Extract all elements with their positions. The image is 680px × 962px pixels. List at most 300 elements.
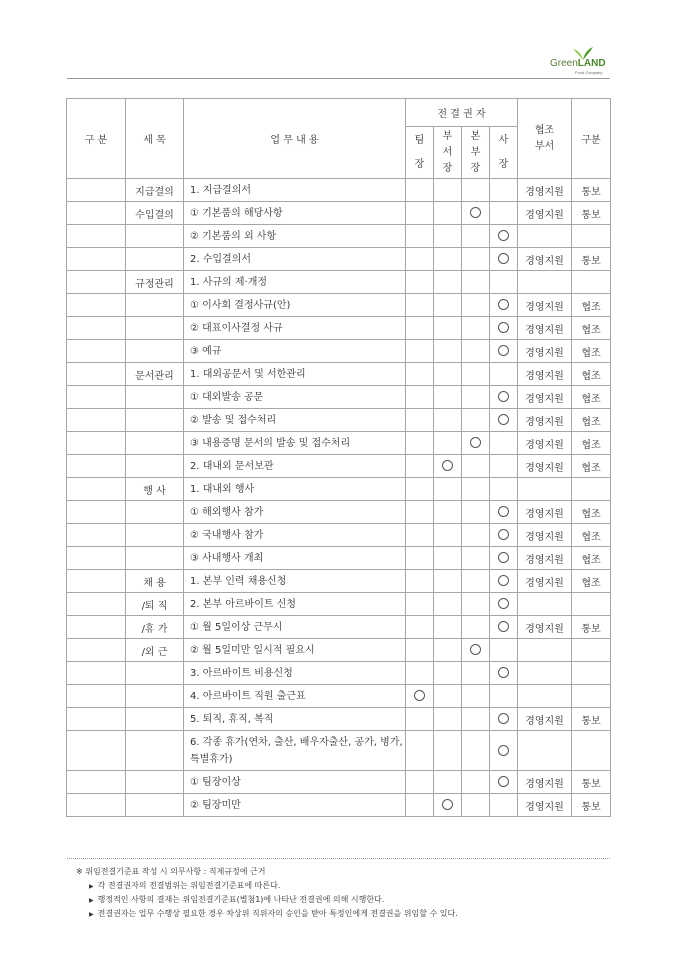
authority-cell: [462, 685, 490, 708]
coop-dept-cell: 경영지원: [518, 294, 572, 317]
content-cell: ① 월 5일이상 근무시: [184, 616, 406, 639]
circle-mark-icon: [470, 207, 481, 218]
category-cell: [67, 386, 126, 409]
authority-cell: [434, 455, 462, 478]
subject-cell: [126, 731, 184, 771]
coop-dept-cell: 경영지원: [518, 524, 572, 547]
circle-mark-icon: [498, 575, 509, 586]
category-cell: [67, 639, 126, 662]
authority-cell: [462, 317, 490, 340]
coop-dept-cell: 경영지원: [518, 794, 572, 817]
authority-cell: [406, 501, 434, 524]
authority-cell: [406, 363, 434, 386]
subject-cell: 지급결의: [126, 179, 184, 202]
header-role-division-head: 본 부 장: [462, 127, 490, 179]
circle-mark-icon: [498, 713, 509, 724]
authority-cell: [462, 386, 490, 409]
subject-cell: /퇴 직: [126, 593, 184, 616]
authority-cell: [434, 616, 462, 639]
table-row: [67, 179, 611, 202]
authority-cell: [490, 386, 518, 409]
table-row: [67, 340, 611, 363]
table-row: [67, 524, 611, 547]
type-cell: [572, 662, 611, 685]
type-cell: 통보: [572, 771, 611, 794]
header-role-dept-head: 부 서 장: [434, 127, 462, 179]
coop-dept-cell: 경영지원: [518, 409, 572, 432]
circle-mark-icon: [498, 253, 509, 264]
coop-dept-cell: [518, 662, 572, 685]
authority-cell: [490, 179, 518, 202]
authority-cell: [490, 317, 518, 340]
circle-mark-icon: [498, 345, 509, 356]
type-cell: [572, 225, 611, 248]
authority-cell: [434, 363, 462, 386]
type-cell: 협조: [572, 570, 611, 593]
note-text: 행정적인 사항의 결재는 위임전결기준표(별첨1)에 나타난 전결권에 의해 시행한다.: [97, 895, 385, 904]
circle-mark-icon: [498, 414, 509, 425]
type-cell: [572, 731, 611, 771]
authority-cell: [462, 363, 490, 386]
content-cell: 3. 아르바이트 비용신청: [184, 662, 406, 685]
circle-mark-icon: [498, 391, 509, 402]
coop-dept-cell: 경영지원: [518, 616, 572, 639]
category-cell: [67, 179, 126, 202]
coop-dept-cell: 경영지원: [518, 547, 572, 570]
table-row: [67, 455, 611, 478]
authority-cell: [406, 202, 434, 225]
authority-cell: [462, 455, 490, 478]
category-cell: [67, 225, 126, 248]
note-text: 전결권자는 업무 수행상 필요한 경우 차상위 직위자의 승인을 받아 특정인에게 전결권을 위임할 수 있다.: [97, 909, 458, 918]
coop-dept-cell: 경영지원: [518, 317, 572, 340]
authority-cell: [434, 685, 462, 708]
top-divider: [67, 78, 610, 79]
category-cell: [67, 685, 126, 708]
content-cell: 6. 각종 휴가(연차, 출산, 배우자출산, 공가, 병가, 특별휴가): [184, 731, 406, 771]
note-item: [89, 880, 458, 891]
table-row: [67, 202, 611, 225]
authority-cell: [406, 570, 434, 593]
category-cell: [67, 593, 126, 616]
authority-cell: [406, 248, 434, 271]
category-cell: [67, 409, 126, 432]
type-cell: 통보: [572, 616, 611, 639]
table-row: [67, 708, 611, 731]
category-cell: [67, 294, 126, 317]
table-row: [67, 478, 611, 501]
authority-cell: [434, 639, 462, 662]
authority-cell: [490, 271, 518, 294]
category-cell: [67, 524, 126, 547]
type-cell: [572, 685, 611, 708]
coop-dept-cell: [518, 685, 572, 708]
bullet-arrow-icon: ▶: [89, 883, 94, 890]
type-cell: 협조: [572, 317, 611, 340]
coop-dept-cell: [518, 731, 572, 771]
authority-cell: [406, 271, 434, 294]
table-row: [67, 432, 611, 455]
authority-cell: [462, 340, 490, 363]
authority-cell: [434, 547, 462, 570]
circle-mark-icon: [414, 690, 425, 701]
authority-cell: [490, 248, 518, 271]
category-cell: [67, 501, 126, 524]
coop-dept-cell: [518, 639, 572, 662]
type-cell: 협조: [572, 455, 611, 478]
subject-cell: [126, 386, 184, 409]
logo-subtitle: Food Company: [575, 70, 603, 75]
content-cell: ① 해외행사 참가: [184, 501, 406, 524]
authority-cell: [490, 639, 518, 662]
category-cell: [67, 271, 126, 294]
content-cell: ② 기본품의 외 사항: [184, 225, 406, 248]
type-cell: [572, 593, 611, 616]
category-cell: [67, 731, 126, 771]
content-cell: ① 대외발송 공문: [184, 386, 406, 409]
subject-cell: [126, 662, 184, 685]
authority-cell: [434, 294, 462, 317]
authority-cell: [406, 317, 434, 340]
subject-cell: /휴 가: [126, 616, 184, 639]
subject-cell: [126, 794, 184, 817]
subject-cell: [126, 501, 184, 524]
subject-cell: [126, 409, 184, 432]
type-cell: 협조: [572, 501, 611, 524]
coop-dept-cell: [518, 271, 572, 294]
coop-dept-cell: 경영지원: [518, 455, 572, 478]
category-cell: [67, 662, 126, 685]
category-cell: [67, 478, 126, 501]
authority-cell: [434, 340, 462, 363]
authority-cell: [462, 294, 490, 317]
authority-cell: [406, 639, 434, 662]
header-category: 구 분: [67, 99, 126, 179]
subject-cell: [126, 248, 184, 271]
type-cell: [572, 478, 611, 501]
notes-section: [76, 866, 458, 922]
authority-cell: [462, 179, 490, 202]
table-body: [67, 179, 611, 817]
authority-cell: [490, 202, 518, 225]
authority-cell: [434, 478, 462, 501]
subject-cell: 채 용: [126, 570, 184, 593]
authority-cell: [490, 662, 518, 685]
authority-cell: [490, 708, 518, 731]
subject-cell: 행 사: [126, 478, 184, 501]
content-cell: 2. 대내외 문서보관: [184, 455, 406, 478]
authority-cell: [434, 386, 462, 409]
table-row: [67, 731, 611, 771]
authority-cell: [462, 708, 490, 731]
content-cell: ② 월 5일미만 일시적 필요시: [184, 639, 406, 662]
coop-dept-cell: [518, 593, 572, 616]
category-cell: [67, 340, 126, 363]
coop-dept-cell: 경영지원: [518, 708, 572, 731]
content-cell: 1. 지급결의서: [184, 179, 406, 202]
authority-cell: [434, 317, 462, 340]
authority-cell: [406, 794, 434, 817]
notes-divider: [67, 858, 610, 859]
header-coop-dept: 협조 부서: [518, 99, 572, 179]
table-row: [67, 294, 611, 317]
header-authority: 전 결 권 자: [406, 99, 518, 127]
authority-cell: [490, 225, 518, 248]
circle-mark-icon: [498, 621, 509, 632]
authority-cell: [490, 455, 518, 478]
circle-mark-icon: [498, 529, 509, 540]
coop-dept-cell: 경영지원: [518, 363, 572, 386]
table-row: [67, 685, 611, 708]
category-cell: [67, 317, 126, 340]
category-cell: [67, 794, 126, 817]
authority-cell: [462, 271, 490, 294]
type-cell: 협조: [572, 409, 611, 432]
coop-dept-cell: 경영지원: [518, 202, 572, 225]
circle-mark-icon: [442, 799, 453, 810]
authority-cell: [490, 794, 518, 817]
authority-cell: [462, 547, 490, 570]
category-cell: [67, 248, 126, 271]
subject-cell: [126, 455, 184, 478]
authority-cell: [490, 547, 518, 570]
authority-cell: [490, 478, 518, 501]
type-cell: 통보: [572, 179, 611, 202]
content-cell: ① 팀장이상: [184, 771, 406, 794]
authority-cell: [490, 432, 518, 455]
authority-cell: [434, 794, 462, 817]
authority-cell: [406, 478, 434, 501]
table-row: [67, 317, 611, 340]
authority-cell: [434, 179, 462, 202]
header-content: 업 무 내 용: [184, 99, 406, 179]
content-cell: ① 이사회 결정사규(안): [184, 294, 406, 317]
authority-cell: [462, 409, 490, 432]
subject-cell: 규정관리: [126, 271, 184, 294]
authority-cell: [406, 547, 434, 570]
content-cell: 1. 대외공문서 및 서한관리: [184, 363, 406, 386]
content-cell: ② 국내행사 참가: [184, 524, 406, 547]
circle-mark-icon: [498, 776, 509, 787]
coop-dept-cell: [518, 478, 572, 501]
type-cell: 통보: [572, 202, 611, 225]
authority-cell: [406, 524, 434, 547]
table-row: [67, 639, 611, 662]
type-cell: [572, 639, 611, 662]
table-row: [67, 616, 611, 639]
subject-cell: [126, 225, 184, 248]
authority-cell: [406, 179, 434, 202]
circle-mark-icon: [498, 506, 509, 517]
table-row: [67, 409, 611, 432]
type-cell: [572, 271, 611, 294]
authority-cell: [462, 432, 490, 455]
coop-dept-cell: 경영지원: [518, 179, 572, 202]
subject-cell: [126, 524, 184, 547]
circle-mark-icon: [470, 644, 481, 655]
circle-mark-icon: [498, 552, 509, 563]
category-cell: [67, 547, 126, 570]
coop-dept-cell: 경영지원: [518, 432, 572, 455]
table-row: [67, 225, 611, 248]
subject-cell: 문서관리: [126, 363, 184, 386]
authority-cell: [434, 432, 462, 455]
coop-dept-cell: 경영지원: [518, 771, 572, 794]
category-cell: [67, 455, 126, 478]
authority-cell: [434, 225, 462, 248]
authority-cell: [462, 639, 490, 662]
table-row: [67, 386, 611, 409]
authority-cell: [462, 248, 490, 271]
type-cell: 통보: [572, 794, 611, 817]
category-cell: [67, 708, 126, 731]
authority-cell: [462, 662, 490, 685]
category-cell: [67, 570, 126, 593]
authority-cell: [434, 771, 462, 794]
notes-title: ※ 위임전결기준표 작성 시 의무사항 : 직제규정에 근거: [76, 867, 266, 876]
header-role-team-leader: 팀 장: [406, 127, 434, 179]
circle-mark-icon: [498, 322, 509, 333]
table-row: [67, 501, 611, 524]
content-cell: ② 팀장미만: [184, 794, 406, 817]
table-row: [67, 771, 611, 794]
content-cell: 5. 퇴직, 휴직, 복직: [184, 708, 406, 731]
content-cell: ③ 사내행사 개최: [184, 547, 406, 570]
circle-mark-icon: [498, 667, 509, 678]
type-cell: 협조: [572, 386, 611, 409]
authority-cell: [490, 363, 518, 386]
authority-cell: [462, 478, 490, 501]
authority-cell: [490, 731, 518, 771]
content-cell: 2. 본부 아르바이트 신청: [184, 593, 406, 616]
authority-cell: [490, 501, 518, 524]
bullet-arrow-icon: ▶: [89, 911, 94, 918]
delegation-table: [66, 98, 611, 817]
authority-cell: [490, 524, 518, 547]
circle-mark-icon: [498, 230, 509, 241]
subject-cell: [126, 432, 184, 455]
note-text: 각 전결권자의 전결범위는 위임전결기준표에 따른다.: [97, 881, 281, 890]
header-subject: 세 목: [126, 99, 184, 179]
subject-cell: 수입결의: [126, 202, 184, 225]
authority-cell: [406, 455, 434, 478]
authority-cell: [434, 271, 462, 294]
authority-cell: [462, 731, 490, 771]
authority-cell: [490, 294, 518, 317]
content-cell: ③ 내용증명 문서의 발송 및 접수처리: [184, 432, 406, 455]
content-cell: ② 발송 및 접수처리: [184, 409, 406, 432]
authority-cell: [406, 409, 434, 432]
authority-cell: [406, 771, 434, 794]
subject-cell: [126, 547, 184, 570]
table-row: [67, 248, 611, 271]
header-type: 구분: [572, 99, 611, 179]
authority-cell: [434, 662, 462, 685]
authority-cell: [462, 524, 490, 547]
authority-cell: [406, 340, 434, 363]
content-cell: 1. 대내외 행사: [184, 478, 406, 501]
authority-cell: [406, 616, 434, 639]
coop-dept-cell: 경영지원: [518, 340, 572, 363]
coop-dept-cell: 경영지원: [518, 386, 572, 409]
type-cell: 협조: [572, 547, 611, 570]
authority-cell: [462, 225, 490, 248]
coop-dept-cell: [518, 225, 572, 248]
authority-cell: [490, 570, 518, 593]
subject-cell: [126, 771, 184, 794]
authority-cell: [406, 225, 434, 248]
category-cell: [67, 432, 126, 455]
table-row: [67, 363, 611, 386]
authority-cell: [490, 771, 518, 794]
authority-cell: [462, 593, 490, 616]
header-role-president: 사 장: [490, 127, 518, 179]
authority-cell: [406, 662, 434, 685]
authority-cell: [434, 731, 462, 771]
category-cell: [67, 771, 126, 794]
authority-cell: [434, 248, 462, 271]
type-cell: 협조: [572, 363, 611, 386]
authority-cell: [490, 409, 518, 432]
subject-cell: [126, 708, 184, 731]
authority-cell: [490, 616, 518, 639]
category-cell: [67, 363, 126, 386]
subject-cell: [126, 317, 184, 340]
content-cell: ② 대표이사결정 사규: [184, 317, 406, 340]
subject-cell: [126, 340, 184, 363]
subject-cell: [126, 685, 184, 708]
authority-cell: [490, 593, 518, 616]
authority-cell: [434, 501, 462, 524]
authority-cell: [490, 340, 518, 363]
authority-cell: [406, 432, 434, 455]
type-cell: 협조: [572, 432, 611, 455]
type-cell: 통보: [572, 248, 611, 271]
category-cell: [67, 202, 126, 225]
authority-cell: [434, 708, 462, 731]
authority-cell: [406, 708, 434, 731]
note-item: [89, 894, 458, 905]
authority-cell: [434, 570, 462, 593]
circle-mark-icon: [498, 299, 509, 310]
authority-cell: [406, 386, 434, 409]
table-row: [67, 570, 611, 593]
content-cell: 2. 수입결의서: [184, 248, 406, 271]
authority-cell: [462, 501, 490, 524]
authority-cell: [462, 202, 490, 225]
authority-cell: [434, 409, 462, 432]
circle-mark-icon: [442, 460, 453, 471]
content-cell: 1. 본부 인력 채용신청: [184, 570, 406, 593]
authority-cell: [434, 593, 462, 616]
bullet-arrow-icon: ▶: [89, 897, 94, 904]
authority-cell: [462, 771, 490, 794]
authority-cell: [406, 593, 434, 616]
type-cell: 협조: [572, 294, 611, 317]
table-row: [67, 662, 611, 685]
logo-wordmark: GreenLAND: [550, 58, 606, 69]
type-cell: 통보: [572, 708, 611, 731]
coop-dept-cell: 경영지원: [518, 501, 572, 524]
authority-cell: [434, 524, 462, 547]
table-row: [67, 547, 611, 570]
type-cell: 협조: [572, 340, 611, 363]
authority-cell: [406, 294, 434, 317]
category-cell: [67, 616, 126, 639]
coop-dept-cell: 경영지원: [518, 248, 572, 271]
authority-cell: [462, 616, 490, 639]
green-land-logo: [550, 46, 610, 74]
